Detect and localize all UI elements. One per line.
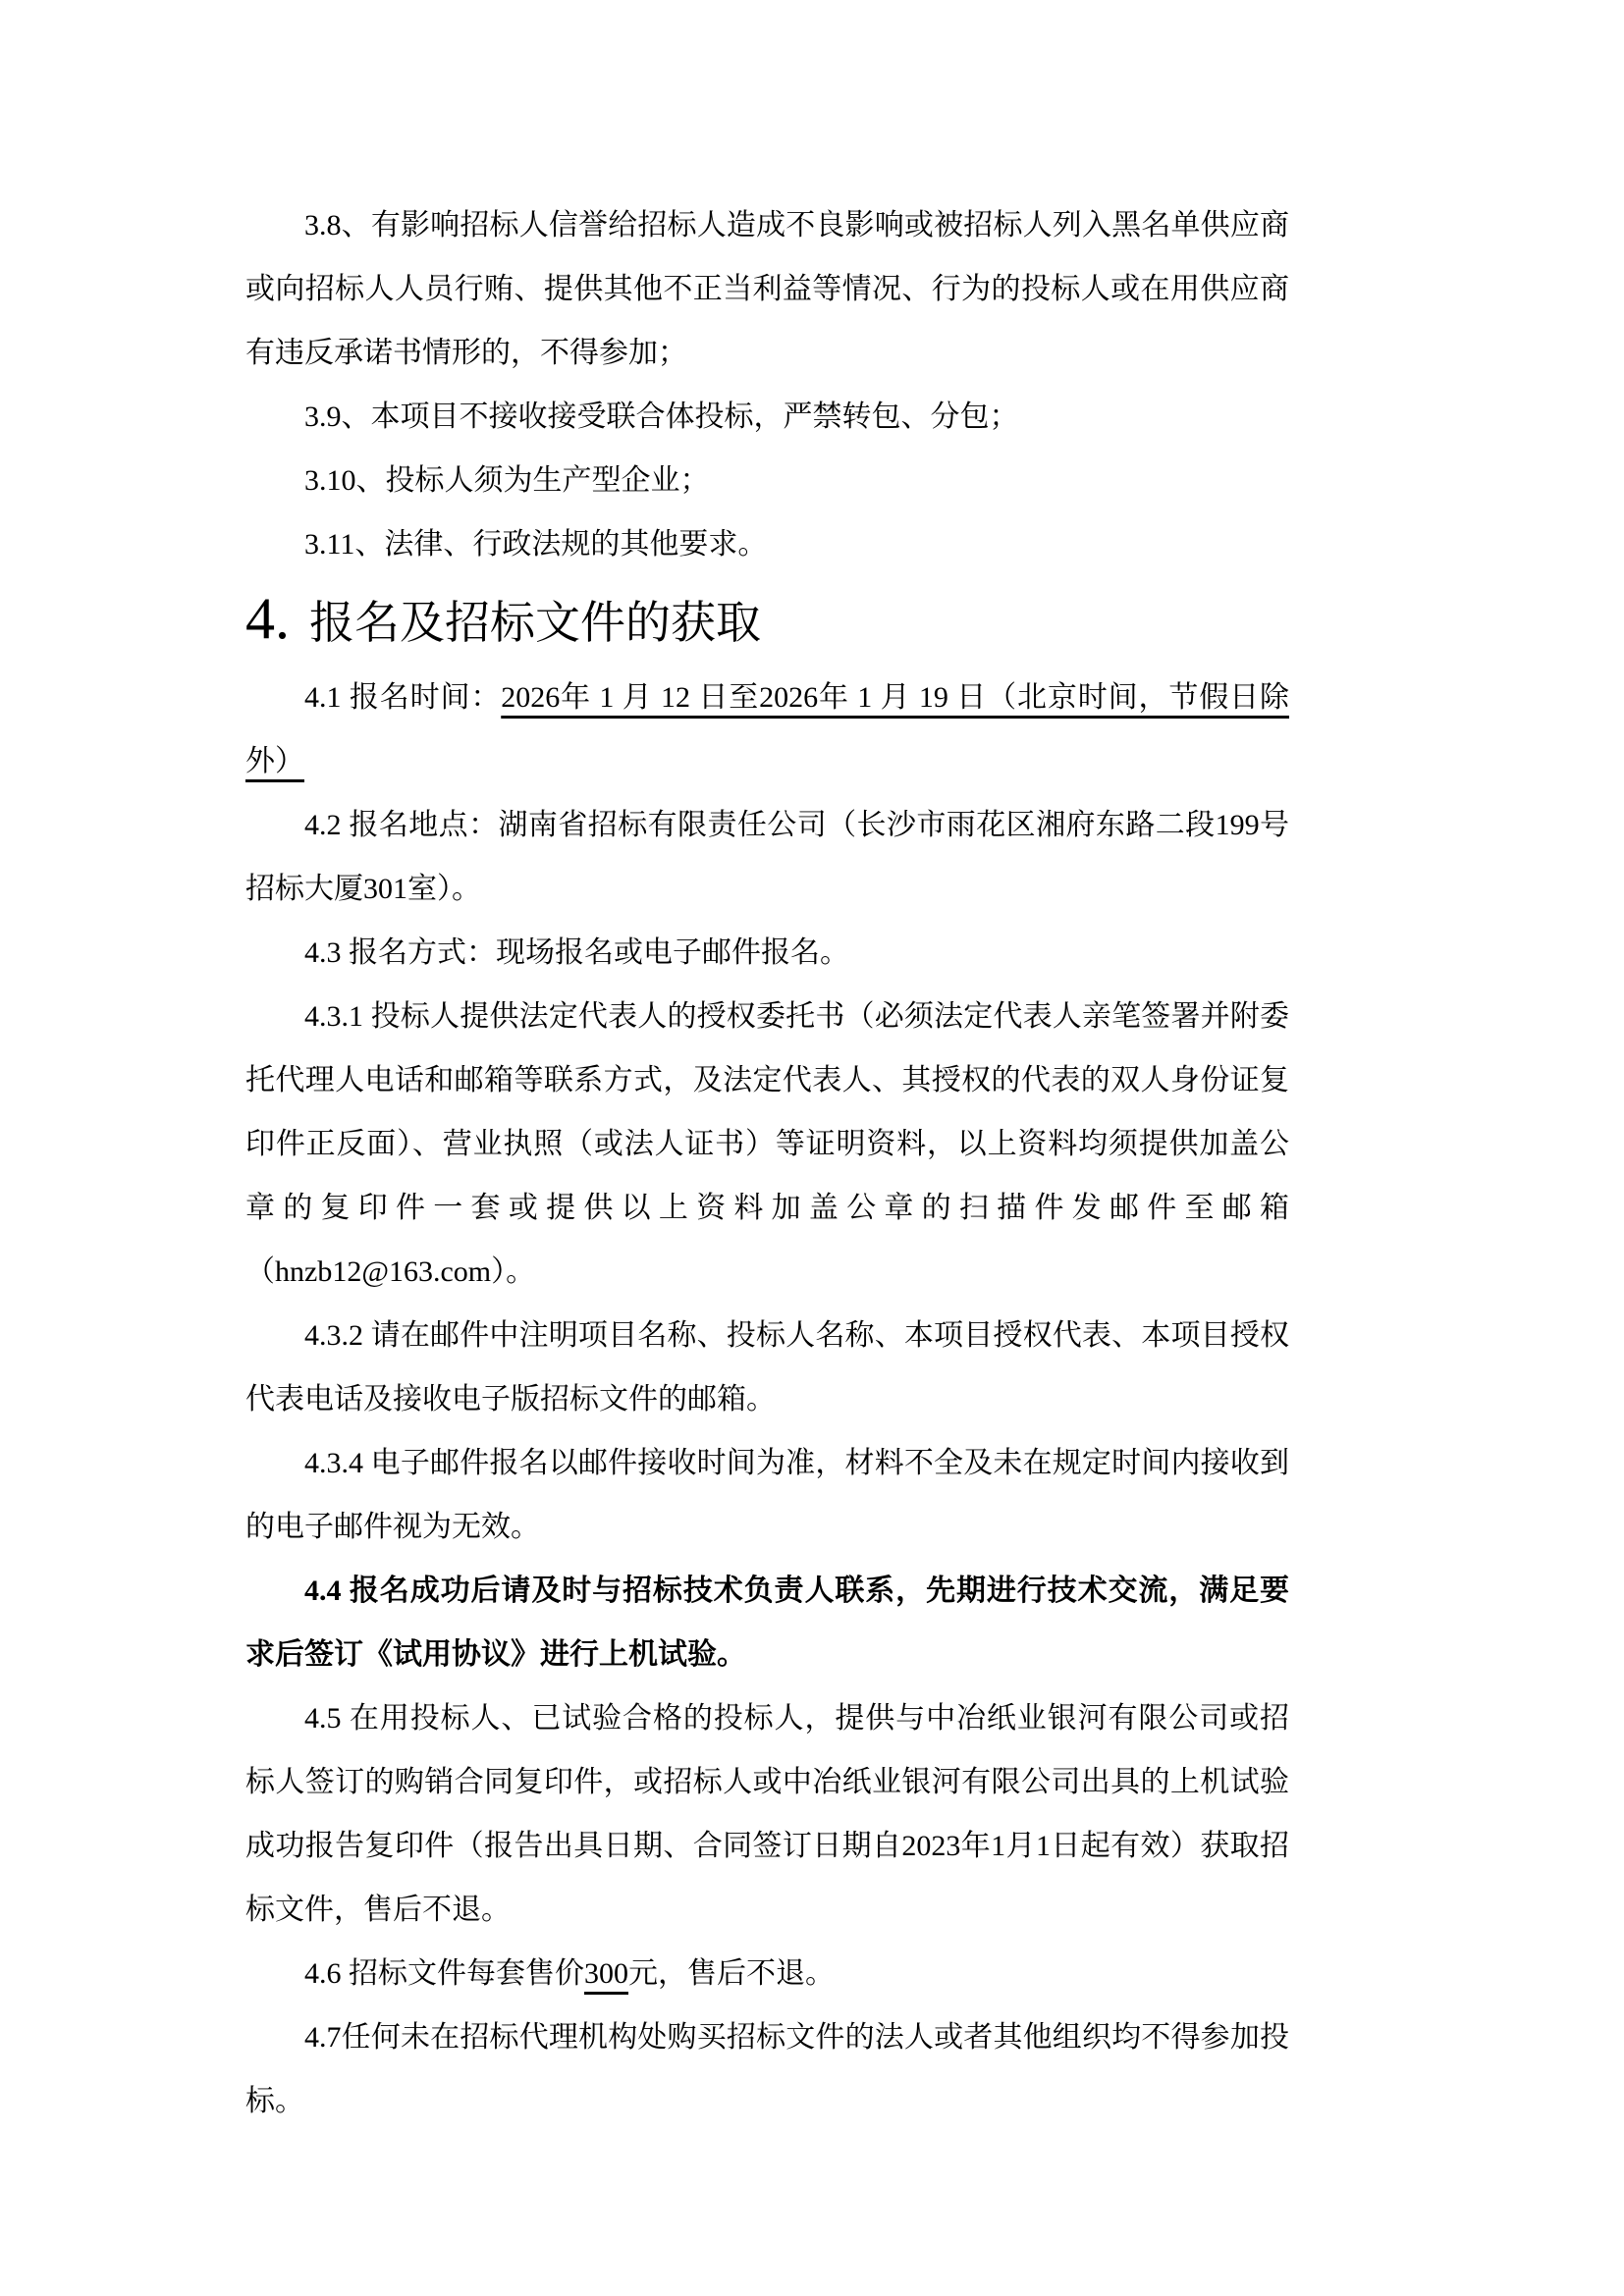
text-segment: 4.3.4 电子邮件报名以邮件接收时间为准，材料不全及未在规定时间内接收到的电子邮件视为无效。	[245, 1447, 1289, 1543]
clause-4-6	[245, 1942, 1289, 2005]
text-segment: 4.4 报名成功后请及时与招标技术负责人联系，先期进行技术交流，满足要求后签订《试用协议》进行上机试验。	[245, 1575, 1289, 1671]
underlined-segment: 2026年 1 月 12 日至2026年 1 月 19 日（北京时间，节假日除外）	[245, 681, 1289, 777]
section-number: 4.	[245, 586, 290, 651]
text-segment: 4.3 报名方式：现场报名或电子邮件报名。	[304, 936, 849, 969]
text-segment: 元，售后不退。	[628, 1957, 835, 1990]
clause-4-3	[245, 921, 1289, 985]
text-segment: 3.8、有影响招标人信誉给招标人造成不良影响或被招标人列入黑名单供应商或向招标人人员行贿、提供其他不正当利益等情况、行为的投标人或在用供应商有违反承诺书情形的，不得参加；	[245, 209, 1289, 369]
section-4-heading	[245, 576, 1289, 666]
text-segment: 4.7任何未在招标代理机构处购买招标文件的法人或者其他组织均不得参加投标。	[245, 2021, 1289, 2117]
clause-4-1	[245, 666, 1289, 793]
clause-4-3-2	[245, 1304, 1289, 1431]
clause-4-2	[245, 793, 1289, 921]
text-segment: 4.6 招标文件每套售价	[304, 1957, 584, 1990]
text-segment: 3.10、投标人须为生产型企业；	[304, 464, 710, 497]
text-segment: 4.3.2 请在邮件中注明项目名称、投标人名称、本项目授权代表、本项目授权代表电话及接收电子版招标文件的邮箱。	[245, 1319, 1289, 1415]
clause-3-9	[245, 385, 1289, 449]
clause-4-3-1	[245, 985, 1289, 1304]
clause-3-8	[245, 193, 1289, 385]
text-segment: 4.5 在用投标人、已试验合格的投标人，提供与中冶纸业银河有限公司或招标人签订的购销合同复印件，或招标人或中冶纸业银河有限公司出具的上机试验成功报告复印件（报告出具日期、合同签订日期自2023年1月1日起有效）获取招标文件，售后不退。	[245, 1702, 1289, 1926]
clause-4-5	[245, 1686, 1289, 1942]
clause-4-3-4	[245, 1431, 1289, 1559]
clause-3-11	[245, 512, 1289, 576]
text-segment: 4.2 报名地点：湖南省招标有限责任公司（长沙市雨花区湘府东路二段199号招标大厦301室）。	[245, 809, 1289, 905]
document-content	[245, 193, 1289, 2133]
text-segment: 4.3.1 投标人提供法定代表人的授权委托书（必须法定代表人亲笔签署并附委托代理人电话和邮箱等联系方式，及法定代表人、其授权的代表的双人身份证复印件正反面）、营业执照（或法人证书）等证明资料，以上资料均须提供加盖公章的复印件一套或提供以上资料加盖公章的扫描件发邮件至邮箱（hnzb12@163.com）。	[245, 1000, 1289, 1288]
clause-4-7	[245, 2005, 1289, 2133]
text-segment: 3.9、本项目不接收接受联合体投标，严禁转包、分包；	[304, 400, 1019, 433]
text-segment: 3.11、法律、行政法规的其他要求。	[304, 528, 768, 561]
text-segment: 4.1 报名时间：	[304, 681, 502, 714]
section-title: 报名及招标文件的获取	[309, 598, 761, 648]
clause-4-4	[245, 1559, 1289, 1686]
clause-3-10	[245, 449, 1289, 512]
underlined-segment: 300	[584, 1957, 628, 1990]
